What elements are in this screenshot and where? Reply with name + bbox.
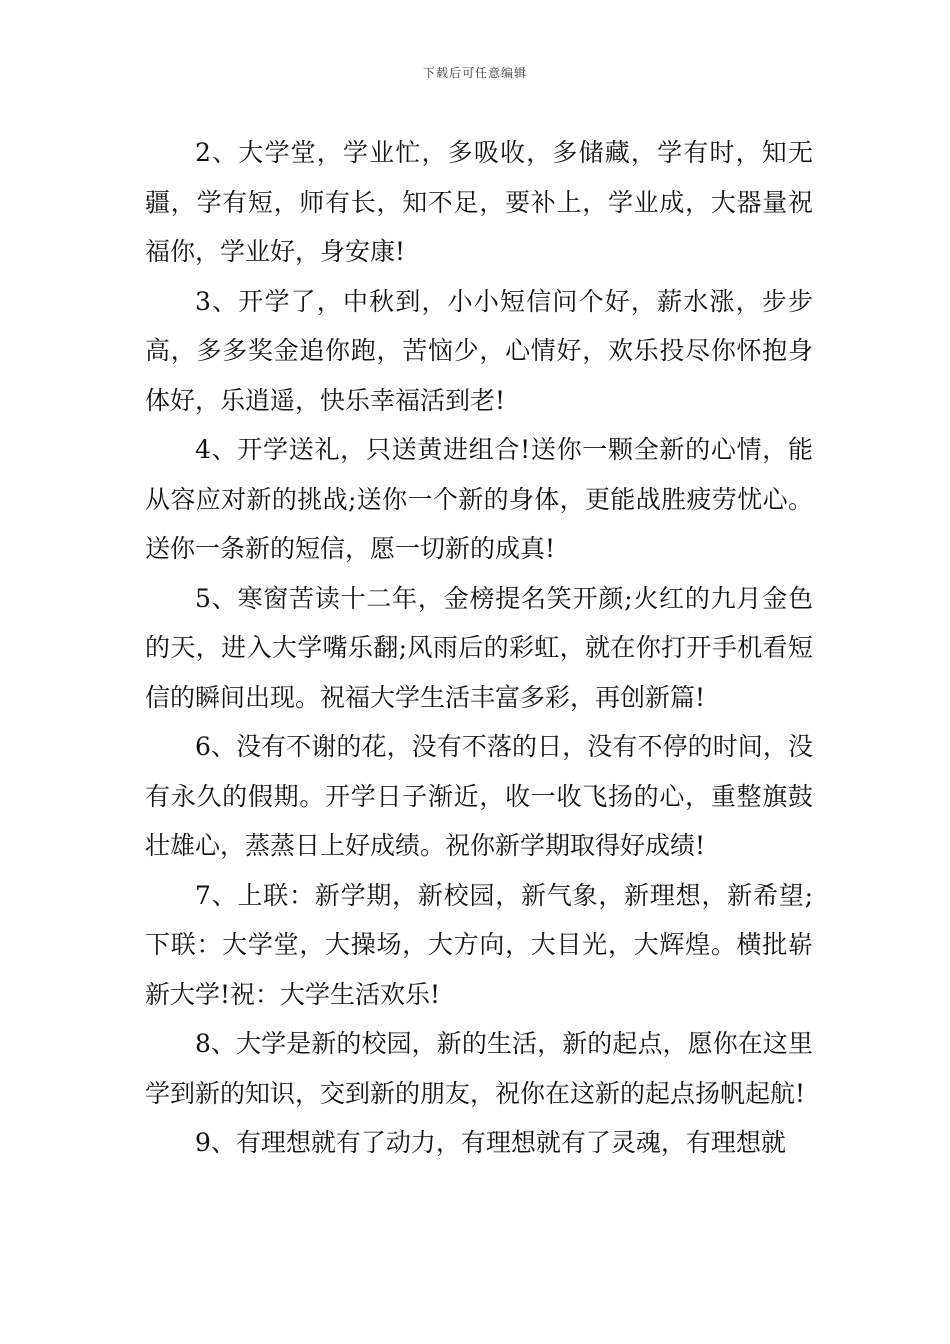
paragraph-7: 7、上联：新学期，新校园，新气象，新理想，新希望;下联：大学堂，大操场，大方向，大目光，大辉煌。横批崭新大学!祝：大学生活欢乐!: [145, 880, 813, 1009]
paragraph-9: 9、有理想就有了动力，有理想就有了灵魂，有理想就: [195, 1128, 786, 1157]
document-body: [145, 128, 813, 1168]
paragraph-4: 4、开学送礼，只送黄进组合!送你一颗全新的心情，能从容应对新的挑战;送你一个新的身体，更能战胜疲劳忧心。送你一条新的短信，愿一切新的成真!: [145, 435, 813, 563]
paragraph-5: 5、寒窗苦读十二年，金榜提名笑开颜;火红的九月金色的天，进入大学嘴乐翻;风雨后的彩虹，就在你打开手机看短信的瞬间出现。祝福大学生活丰富多彩，再创新篇!: [145, 583, 813, 712]
paragraph-3: 3、开学了，中秋到，小小短信问个好，薪水涨，步步高，多多奖金追你跑，苦恼少，心情好，欢乐投尽你怀抱身体好，乐逍遥，快乐幸福活到老!: [145, 286, 813, 415]
paragraph-8: 8、大学是新的校园，新的生活，新的起点，愿你在这里学到新的知识，交到新的朋友，祝你在这新的起点扬帆起航!: [145, 1029, 813, 1108]
paragraph-2: 2、大学堂，学业忙，多吸收，多储藏，学有时，知无疆，学有短，师有长，知不足，要补上，学业成，大器量祝福你，学业好，身安康!: [145, 138, 813, 266]
paragraph-6: 6、没有不谢的花，没有不落的日，没有不停的时间，没有永久的假期。开学日子渐近，收一收飞扬的心，重整旗鼓壮雄心，蒸蒸日上好成绩。祝你新学期取得好成绩!: [145, 732, 813, 860]
page-header: 下载后可任意编辑: [422, 66, 527, 80]
